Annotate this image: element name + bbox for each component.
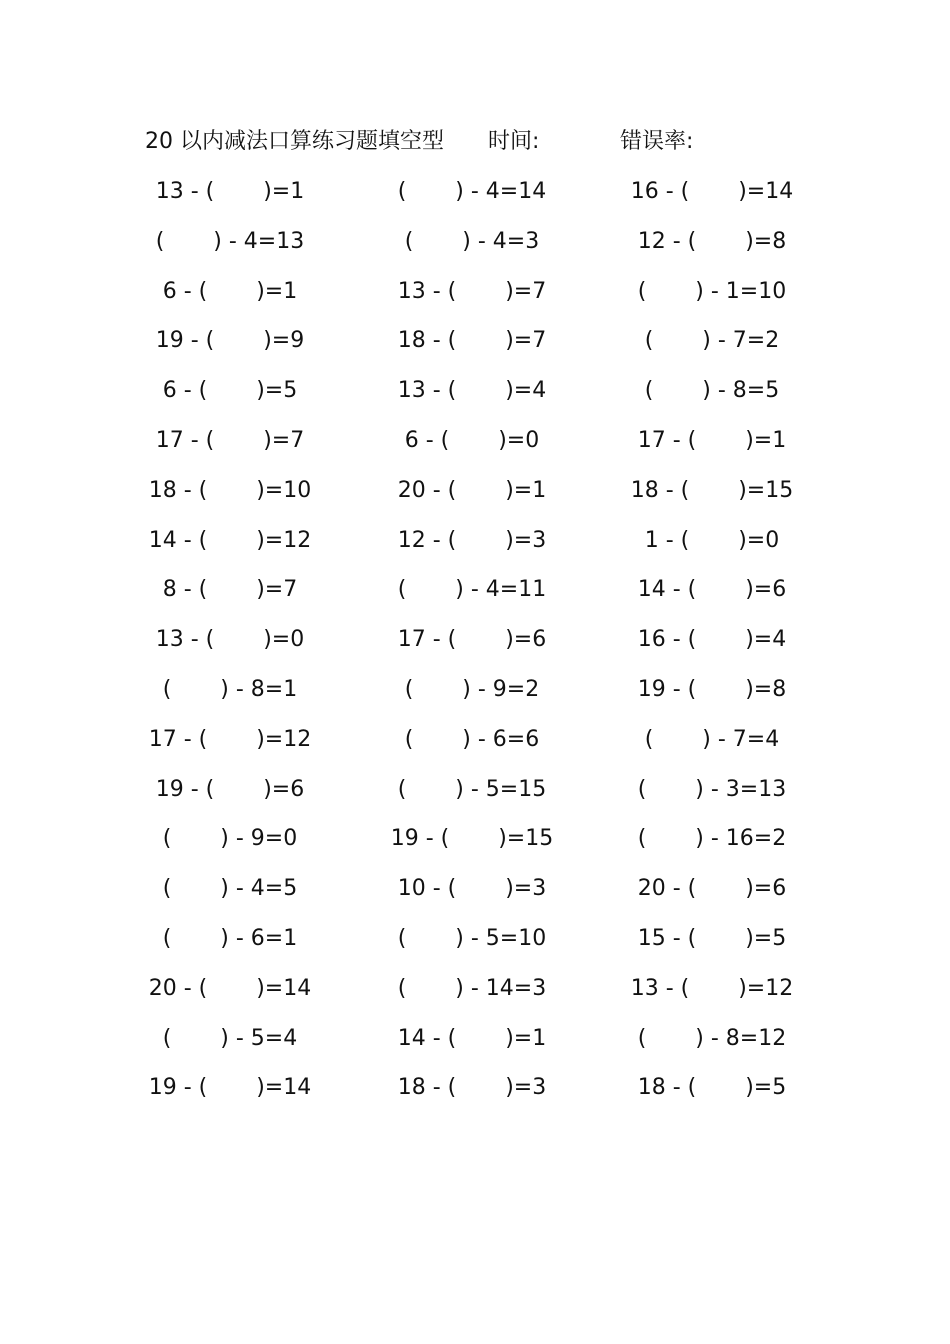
problem-row xyxy=(0,371,950,421)
subtraction-problem: ( ) - 6=1 xyxy=(162,925,298,951)
subtraction-problem: ( ) - 4=11 xyxy=(397,577,547,603)
subtraction-problem: 19 - ( )=15 xyxy=(390,826,554,852)
subtraction-problem: ( ) - 8=1 xyxy=(162,676,298,702)
problem-row xyxy=(0,272,950,322)
subtraction-problem: 19 - ( )=9 xyxy=(155,328,305,354)
subtraction-problem: 20 - ( )=1 xyxy=(397,477,547,503)
problem-row xyxy=(0,521,950,571)
subtraction-problem: ( ) - 1=10 xyxy=(637,278,787,304)
subtraction-problem: 6 - ( )=5 xyxy=(162,378,298,404)
subtraction-problem: ( ) - 9=2 xyxy=(404,676,540,702)
subtraction-problem: 17 - ( )=1 xyxy=(637,427,787,453)
subtraction-problem: ( ) - 4=14 xyxy=(397,179,547,204)
subtraction-problem: ( ) - 16=2 xyxy=(637,826,787,852)
subtraction-problem: 6 - ( )=1 xyxy=(162,278,298,304)
problem-row xyxy=(0,670,950,720)
subtraction-problem: ( ) - 5=15 xyxy=(397,776,547,802)
problem-row xyxy=(0,919,950,969)
subtraction-problem: 12 - ( )=8 xyxy=(637,228,787,254)
problem-row xyxy=(0,321,950,371)
subtraction-problem: 19 - ( )=8 xyxy=(637,676,787,702)
subtraction-problem: 13 - ( )=0 xyxy=(155,627,305,653)
subtraction-problem: 17 - ( )=12 xyxy=(148,726,312,752)
subtraction-problem: ( ) - 7=4 xyxy=(644,726,780,752)
subtraction-problem: ( ) - 4=3 xyxy=(404,228,540,254)
subtraction-problem: 18 - ( )=15 xyxy=(630,477,794,503)
subtraction-problem: ( ) - 14=3 xyxy=(397,975,547,1001)
subtraction-problem: 12 - ( )=3 xyxy=(397,527,547,553)
subtraction-problem: 13 - ( )=12 xyxy=(630,975,794,1001)
worksheet-title: 20 以内减法口算练习题填空型 xyxy=(145,129,444,154)
error-rate-label: 错误率: xyxy=(620,129,694,154)
problem-row xyxy=(0,819,950,869)
problem-row xyxy=(0,720,950,770)
subtraction-problem: 15 - ( )=5 xyxy=(637,925,787,951)
subtraction-problem: 20 - ( )=6 xyxy=(637,876,787,902)
subtraction-problem: ( ) - 8=12 xyxy=(637,1025,787,1051)
subtraction-problem: 1 - ( )=0 xyxy=(644,527,780,553)
subtraction-problem: 10 - ( )=3 xyxy=(397,876,547,902)
subtraction-problem: ( ) - 4=5 xyxy=(162,876,298,902)
subtraction-problem: ( ) - 6=6 xyxy=(404,726,540,752)
subtraction-problem: 8 - ( )=7 xyxy=(162,577,298,603)
problem-grid xyxy=(0,172,950,1118)
problem-row xyxy=(0,770,950,820)
problem-row xyxy=(0,1068,950,1118)
subtraction-problem: 16 - ( )=4 xyxy=(637,627,787,653)
problem-row xyxy=(0,421,950,471)
subtraction-problem: ( ) - 9=0 xyxy=(162,826,298,852)
subtraction-problem: 17 - ( )=7 xyxy=(155,427,305,453)
subtraction-problem: 17 - ( )=6 xyxy=(397,627,547,653)
subtraction-problem: 19 - ( )=14 xyxy=(148,1075,312,1101)
subtraction-problem: 18 - ( )=10 xyxy=(148,477,312,503)
subtraction-problem: ( ) - 4=13 xyxy=(155,228,305,254)
subtraction-problem: 13 - ( )=1 xyxy=(155,179,305,204)
subtraction-problem: ( ) - 3=13 xyxy=(637,776,787,802)
subtraction-problem: 18 - ( )=5 xyxy=(637,1075,787,1101)
subtraction-problem: 19 - ( )=6 xyxy=(155,776,305,802)
problem-row xyxy=(0,471,950,521)
problem-row xyxy=(0,1019,950,1069)
subtraction-problem: 14 - ( )=6 xyxy=(637,577,787,603)
subtraction-problem: 13 - ( )=4 xyxy=(397,378,547,404)
problem-row xyxy=(0,570,950,620)
subtraction-problem: 14 - ( )=1 xyxy=(397,1025,547,1051)
subtraction-problem: 18 - ( )=3 xyxy=(397,1075,547,1101)
subtraction-problem: 6 - ( )=0 xyxy=(404,427,540,453)
subtraction-problem: ( ) - 7=2 xyxy=(644,328,780,354)
problem-row xyxy=(0,172,950,222)
subtraction-problem: ( ) - 8=5 xyxy=(644,378,780,404)
subtraction-problem: ( ) - 5=4 xyxy=(162,1025,298,1051)
subtraction-problem: 16 - ( )=14 xyxy=(630,179,794,204)
problem-row xyxy=(0,222,950,272)
subtraction-problem: ( ) - 5=10 xyxy=(397,925,547,951)
time-label: 时间: xyxy=(488,129,540,154)
subtraction-problem: 18 - ( )=7 xyxy=(397,328,547,354)
subtraction-problem: 20 - ( )=14 xyxy=(148,975,312,1001)
problem-row xyxy=(0,869,950,919)
subtraction-problem: 14 - ( )=12 xyxy=(148,527,312,553)
problem-row xyxy=(0,620,950,670)
subtraction-problem: 13 - ( )=7 xyxy=(397,278,547,304)
problem-row xyxy=(0,969,950,1019)
